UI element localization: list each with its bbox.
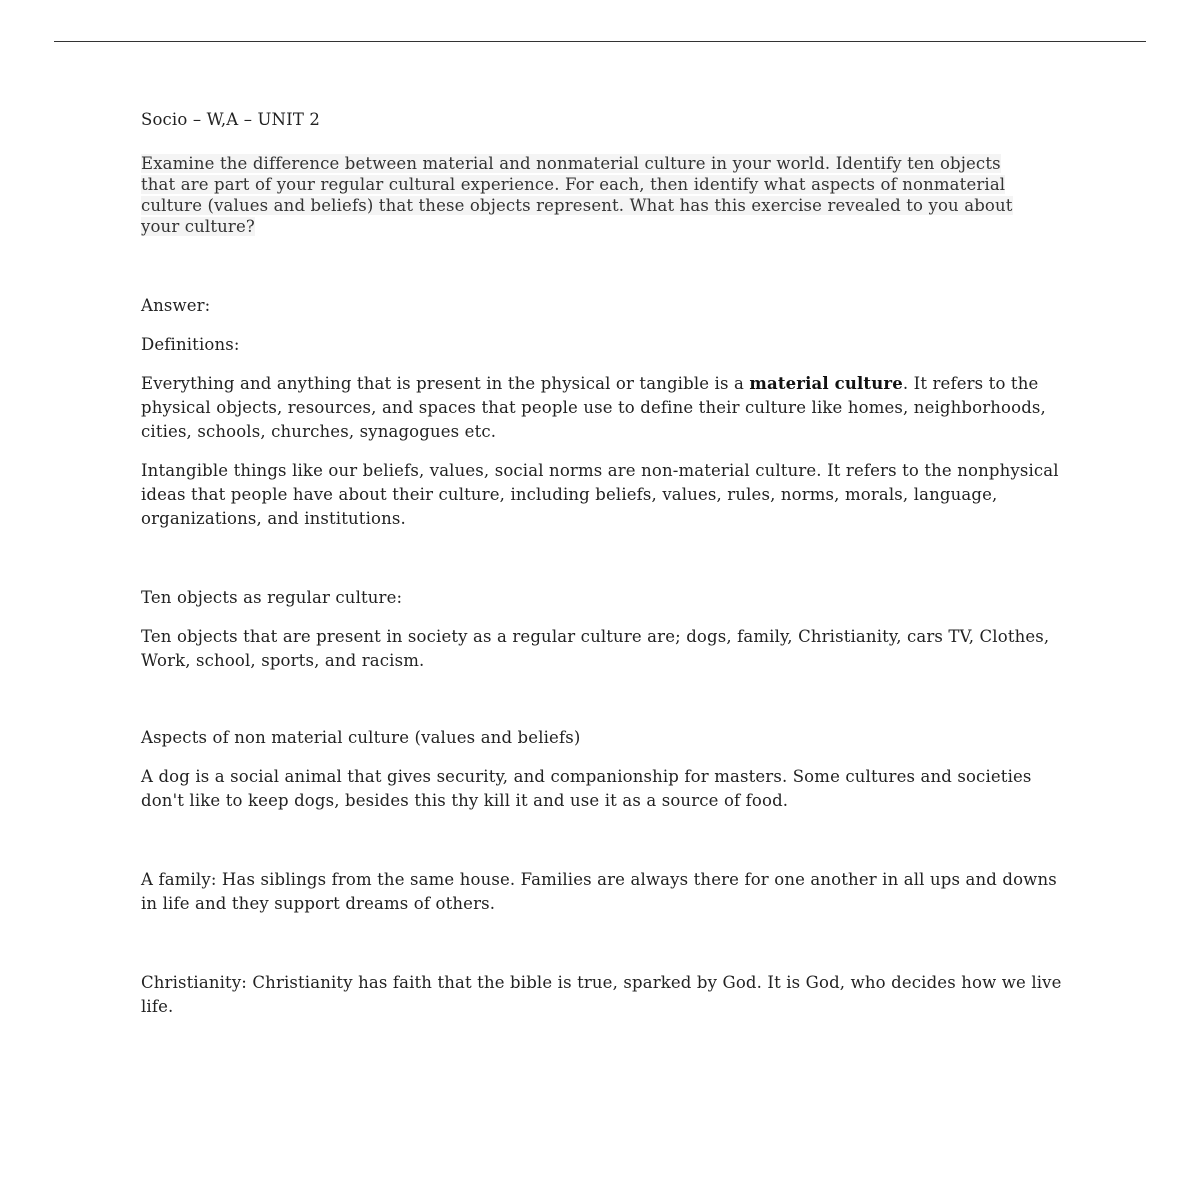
family-paragraph: A family: Has siblings from the same house. Families are always there for one another in all ups and downs in life and they support dreams of others. bbox=[141, 870, 1057, 913]
answer-label: Answer: bbox=[141, 296, 211, 315]
material-culture-term: material culture bbox=[749, 374, 903, 393]
assignment-question-text: Examine the difference between material and nonmaterial culture in your world. Identify ten objects that are part of your regular cultural experience. For each, then identify what aspects of nonmaterial culture (values and beliefs) that these objects represent. What has this exercise revealed to you about your culture? bbox=[141, 154, 1013, 236]
document-title: Socio – W,A – UNIT 2 bbox=[141, 110, 321, 129]
header-rule bbox=[54, 41, 1146, 42]
nonmaterial-culture-definition: Intangible things like our beliefs, values, social norms are non-material culture. It refers to the nonphysical ideas that people have about their culture, including beliefs, values, rules, norms, morals, language, organizations, and institutions. bbox=[141, 461, 1059, 528]
assignment-question bbox=[141, 153, 1021, 237]
material-culture-definition bbox=[141, 372, 1071, 444]
aspects-label: Aspects of non material culture (values and beliefs) bbox=[141, 728, 581, 747]
material-definition-after: . It refers to the physical objects, resources, and spaces that people use to define their culture like homes, neighborhoods, cities, schools, churches, synagogues etc. bbox=[141, 374, 1046, 441]
dog-paragraph: A dog is a social animal that gives security, and companionship for masters. Some cultures and societies don't like to keep dogs, besides this thy kill it and use it as a source of food. bbox=[141, 767, 1032, 810]
ten-objects-label: Ten objects as regular culture: bbox=[141, 588, 403, 607]
material-definition-before: Everything and anything that is present in the physical or tangible is a bbox=[141, 374, 750, 393]
document-body bbox=[141, 108, 1071, 1019]
definitions-label: Definitions: bbox=[141, 335, 240, 354]
christianity-paragraph: Christianity: Christianity has faith that the bible is true, sparked by God. It is God, who decides how we live life. bbox=[141, 973, 1062, 1016]
ten-objects-text: Ten objects that are present in society as a regular culture are; dogs, family, Christianity, cars TV, Clothes, Work, school, sports, and racism. bbox=[141, 627, 1050, 670]
